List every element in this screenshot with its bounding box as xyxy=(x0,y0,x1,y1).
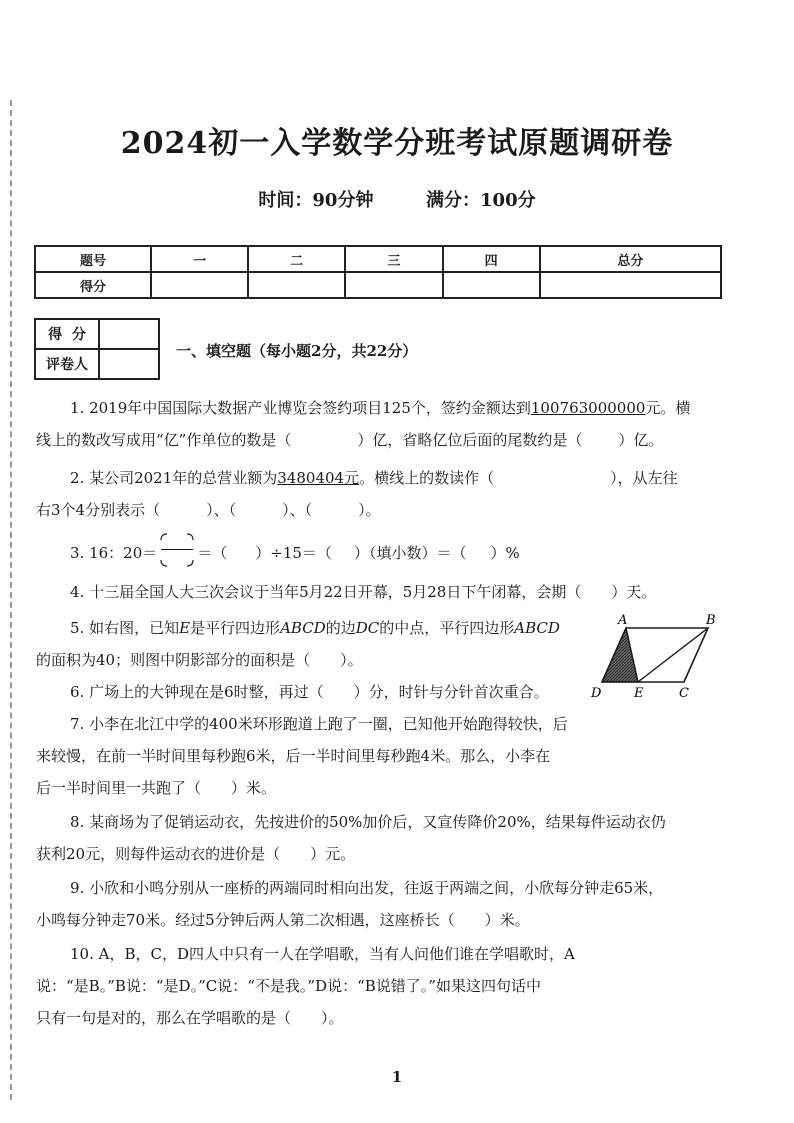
score-table-col-total: 总分 xyxy=(540,246,721,272)
label-E: E xyxy=(634,686,644,700)
time-label: 时间：90分钟 xyxy=(258,190,374,211)
score-table-header-label: 题号 xyxy=(35,246,151,272)
full-marks-label: 满分：100分 xyxy=(426,190,536,211)
q2-amount: 3480404元 xyxy=(277,469,360,487)
grader-score-label: 得 分 xyxy=(35,319,99,349)
segment-EB xyxy=(638,628,708,682)
grader-box xyxy=(34,318,160,380)
score-table-header-row xyxy=(35,246,721,272)
question-8-line-1: 8. 某商场为了促销运动衣，先按进价的50%加价后，又宣传降价20%，结果每件运动衣仍 xyxy=(70,813,666,831)
question-1-line-1: 1. 2019年中国国际大数据产业博览会签约项目125个，签约金额达到100763000000元。横 xyxy=(70,399,691,417)
parallelogram-figure xyxy=(588,610,728,704)
section-1-title: 一、填空题（每小题2分，共22分） xyxy=(176,342,418,360)
score-table-col-2: 二 xyxy=(248,246,345,272)
exam-subtitle xyxy=(0,186,794,212)
question-10-line-2: 说：“是B。”B说：“是D。”C说：“不是我。”D说：“B说错了。”如果这四句话中 xyxy=(36,977,541,995)
binding-line xyxy=(10,100,12,1100)
question-9-line-1: 9. 小欣和小鸣分别从一座桥的两端同时相向出发，往返于两端之间，小欣每分钟走65米， xyxy=(70,879,664,897)
score-cell-1[interactable] xyxy=(151,272,248,298)
question-5-line-1: 5. 如右图，已知E是平行四边形ABCD的边DC的中点，平行四边形ABCD xyxy=(70,619,560,637)
label-D: D xyxy=(591,686,602,700)
score-cell-4[interactable] xyxy=(443,272,540,298)
grader-score-cell[interactable] xyxy=(99,319,159,349)
score-table-score-row xyxy=(35,272,721,298)
question-2-line-2: 右3个4分别表示（ ）、（ ）、（ ）。 xyxy=(36,501,381,519)
score-table-col-3: 三 xyxy=(345,246,442,272)
question-9-line-2: 小鸣每分钟走70米。经过5分钟后两人第二次相遇，这座桥长（ ）米。 xyxy=(36,911,530,929)
question-3-line: 3. 16：20＝ ＝（ ）÷15＝（ ）（填小数）＝（ ）% xyxy=(70,541,520,567)
question-10-line-1: 10. A，B，C，D四人中只有一人在学唱歌，当有人问他们谁在学唱歌时，A xyxy=(70,945,575,963)
parallelogram-diagram xyxy=(588,610,728,700)
score-table-col-1: 一 xyxy=(151,246,248,272)
score-table xyxy=(34,245,722,299)
question-7-line-1: 7. 小李在北江中学的400米环形跑道上跑了一圈，已知他开始跑得较快，后 xyxy=(70,715,568,733)
grader-name-label: 评卷人 xyxy=(35,349,99,379)
question-2-line-1: 2. 某公司2021年的总营业额为3480404元。横线上的数读作（ ），从左往 xyxy=(70,469,678,487)
question-6-line: 6. 广场上的大钟现在是6时整，再过（ ）分，时针与分针首次重合。 xyxy=(70,683,549,701)
score-cell-total[interactable] xyxy=(540,272,721,298)
exam-title: 2024初一入学数学分班考试原题调研卷 xyxy=(120,126,674,161)
label-B: B xyxy=(706,613,716,628)
q1-amount: 100763000000 xyxy=(530,399,646,417)
label-C: C xyxy=(679,686,689,700)
question-7-line-3: 后一半时间里一共跑了（ ）米。 xyxy=(36,779,277,797)
grader-name-cell[interactable] xyxy=(99,349,159,379)
question-1-line-2: 线上的数改写成用“亿”作单位的数是（ ）亿，省略亿位后面的尾数约是（ ）亿。 xyxy=(36,431,664,449)
score-table-col-4: 四 xyxy=(443,246,540,272)
question-4-line: 4. 十三届全国人大三次会议于当年5月22日开幕，5月28日下午闭幕，会期（ ）天。 xyxy=(70,583,657,601)
question-10-line-3: 只有一句是对的，那么在学唱歌的是（ ）。 xyxy=(36,1009,344,1027)
score-cell-2[interactable] xyxy=(248,272,345,298)
page-number: 1 xyxy=(391,1068,403,1086)
question-7-line-2: 来较慢，在前一半时间里每秒跑6米，后一半时间里每秒跑4米。那么，小李在 xyxy=(36,747,551,765)
score-table-row-label: 得分 xyxy=(35,272,151,298)
q3-fraction-blank[interactable] xyxy=(159,533,195,567)
question-5-line-2: 的面积为40；则图中阴影部分的面积是（ ）。 xyxy=(36,651,363,669)
score-cell-3[interactable] xyxy=(345,272,442,298)
label-A: A xyxy=(618,613,628,628)
question-8-line-2: 获利20元，则每件运动衣的进价是（ ）元。 xyxy=(36,845,356,863)
